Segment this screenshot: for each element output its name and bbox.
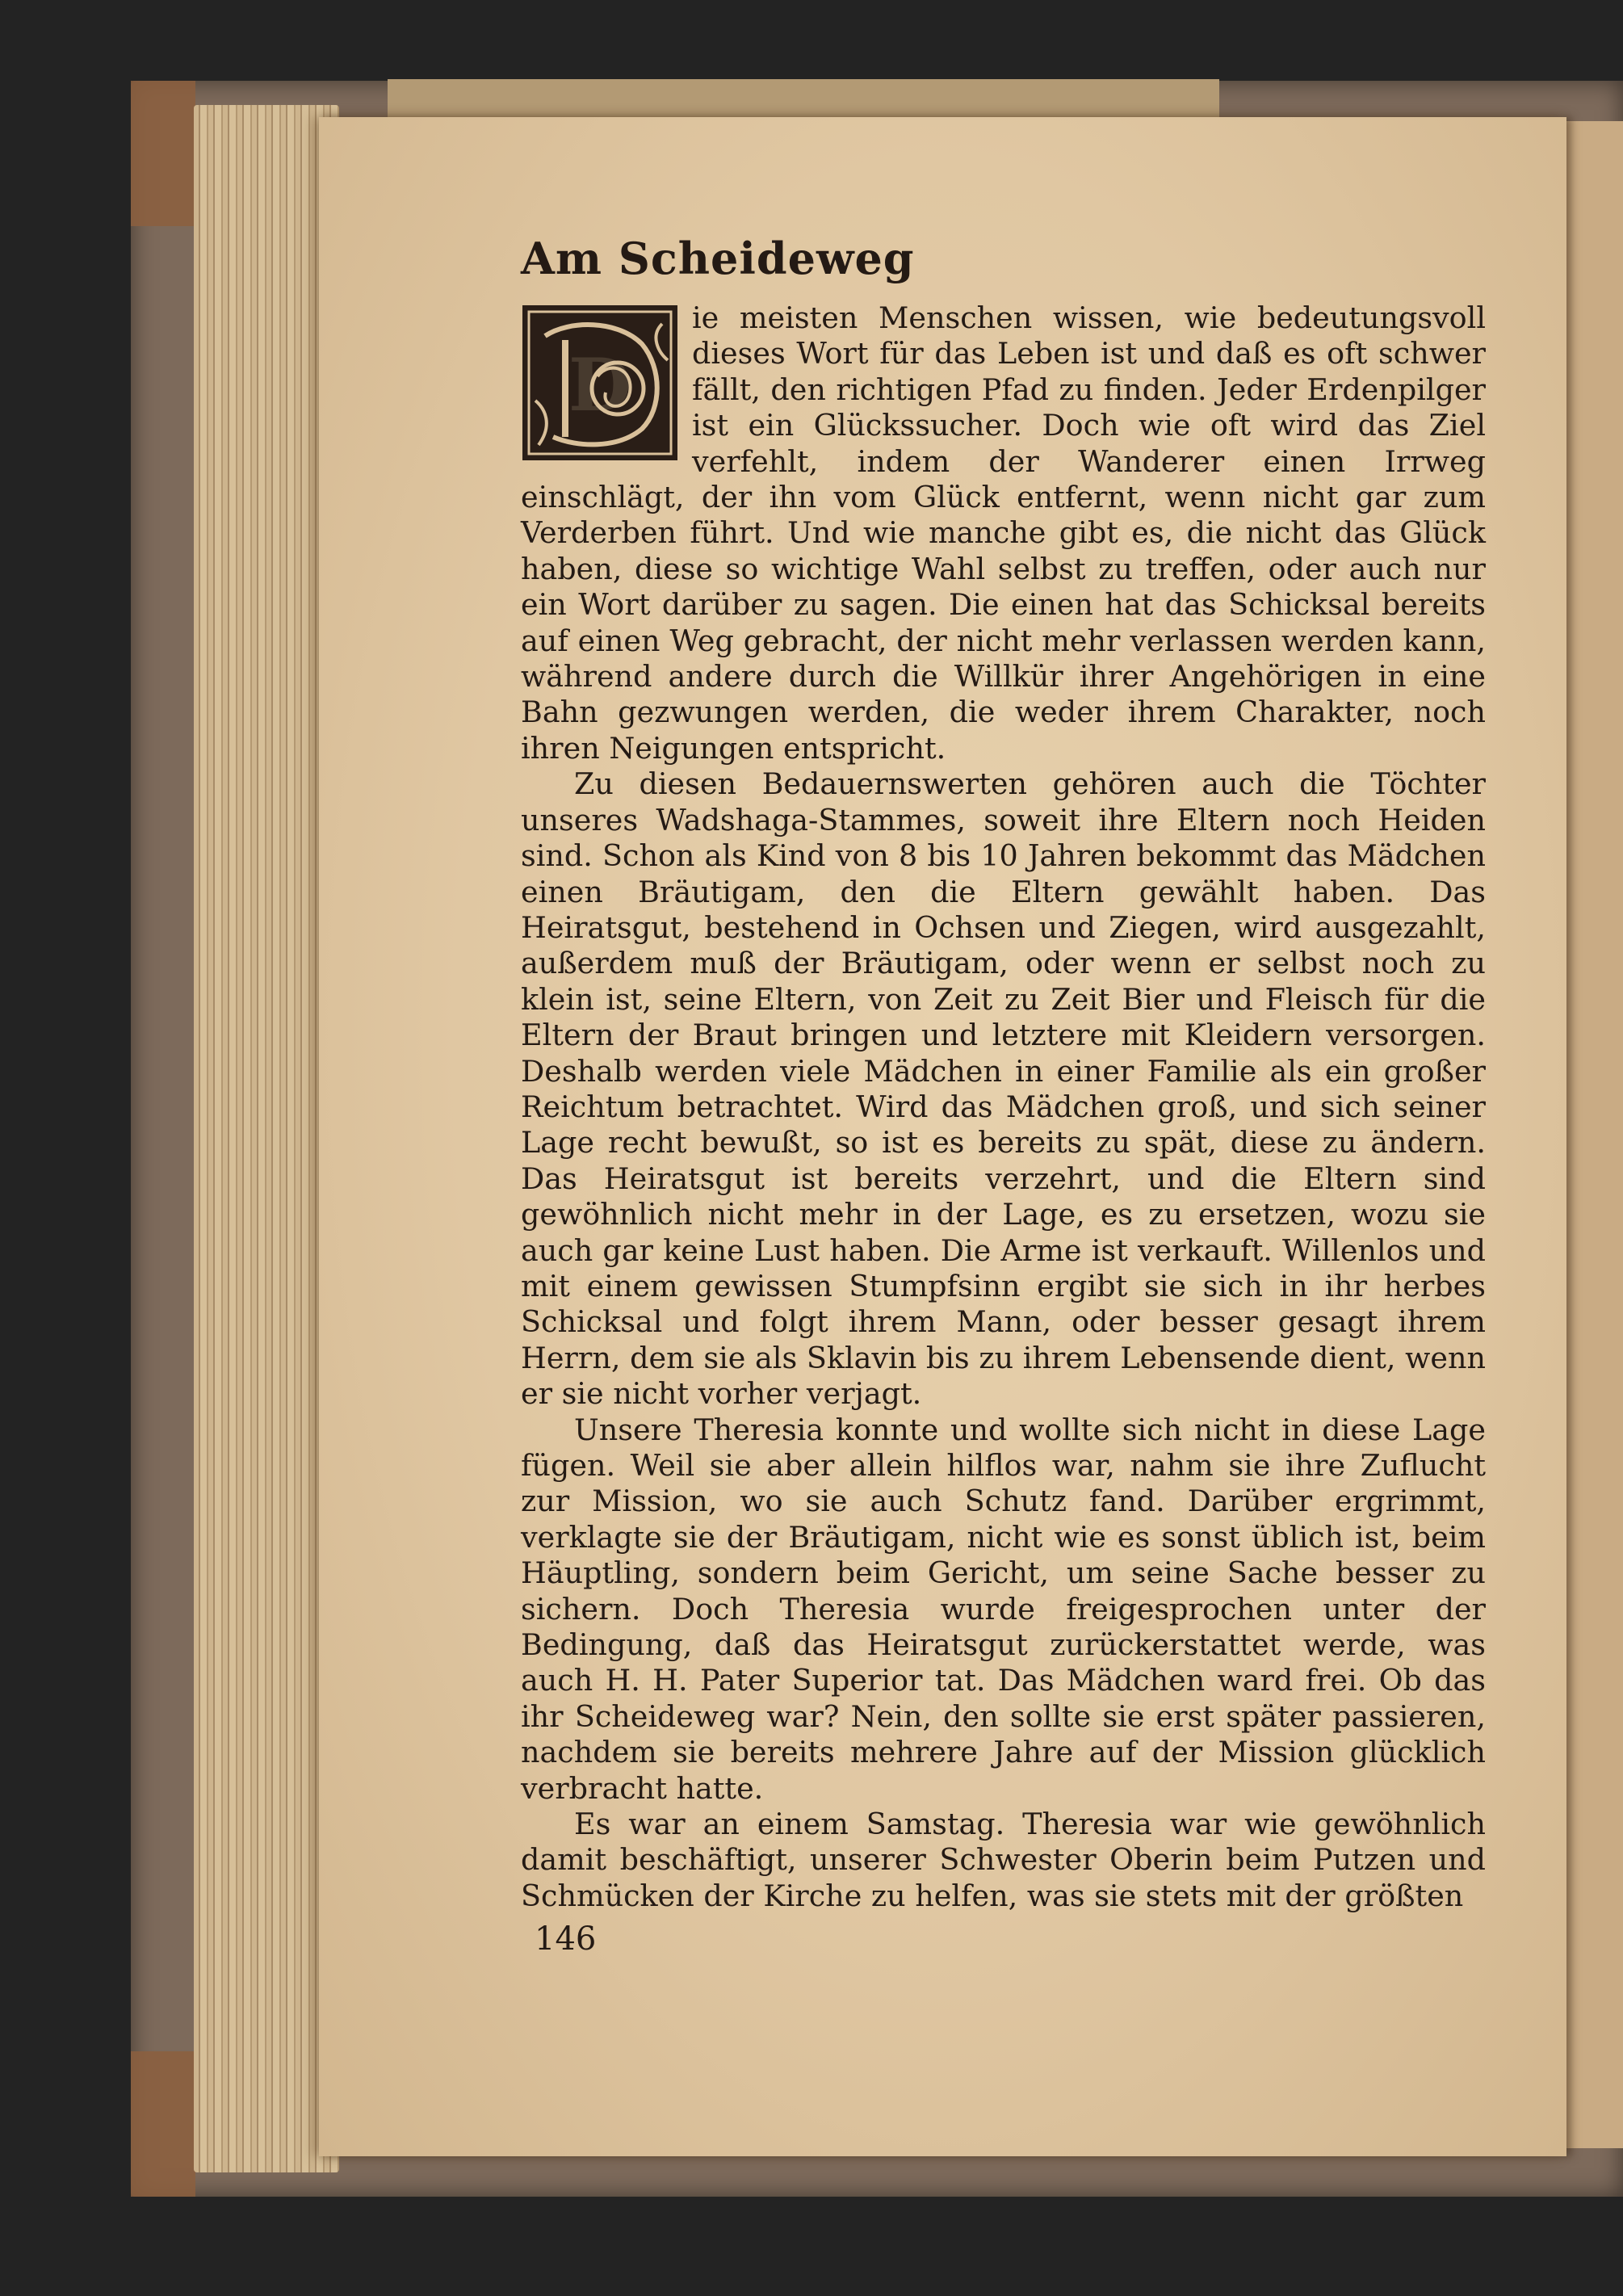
paragraph-4: Es war an einem Samstag. Theresia war wie gewöhnlich damit beschäftigt, unserer Schwester Oberin beim Putzen und Schmücken der Kirche zu helfen, was sie stets mit der größten bbox=[521, 1807, 1486, 1913]
paragraph-2: Zu diesen Bedauernswerten gehören auch die Töchter unseres Wadshaga-Stammes, soweit ihre Eltern noch Heiden sind. Schon als Kind von 8 bis 10 Jahren bekommt das Mädchen einen Bräutigam, den die Eltern gewählt haben. Das Heiratsgut, bestehend in Ochsen und Ziegen, wird ausgezahlt, außerdem muß der Bräutigam, oder wenn er selbst noch zu klein ist, seine Eltern, von Zeit zu Zeit Bier und Fleisch für die Eltern der Braut bringen und letztere mit Kleidern versorgen. Deshalb werden viele Mädchen in einer Familie als ein großer Reichtum betrachtet. Wird das Mädchen groß, und sich seiner Lage recht bewußt, so ist es bereits zu spät, diese zu ändern. Das Heiratsgut ist bereits verzehrt, und die Eltern sind gewöhnlich nicht mehr in der Lage, es zu ersetzen, wozu sie auch gar keine Lust haben. Die Arme ist verkauft. Willenlos und mit einem gewissen Stumpfsinn ergibt sie sich in ihr herbes Schicksal und folgt ihrem Mann, oder besser gesagt ihrem Herrn, dem sie als Sklavin bis zu ihrem Lebensende dient, wenn er sie nicht vorher verjagt. bbox=[521, 766, 1486, 1412]
cover-top-edge bbox=[388, 79, 1219, 118]
cover-corner-bottom bbox=[131, 2051, 195, 2197]
page-number: 146 bbox=[535, 1920, 597, 1958]
paragraph-1: ie meisten Menschen wissen, wie bedeutungsvoll dieses Wort für das Leben ist und daß es oft schwer fällt, den richtigen Pfad zu finden. Jeder Erdenpilger ist ein Glückssucher. Doch wie oft wird das Ziel verfehlt, indem der Wanderer einen Irrweg einschlägt, der ihn vom Glück entfernt, wenn nicht gar zum Verderben führt. Und wie manche gibt es, die nicht das Glück haben, diese so wichtige Wahl selbst zu treffen, oder auch nur ein Wort darüber zu sagen. Die einen hat das Schicksal bereits auf einen Weg gebracht, der nicht mehr verlassen werden kann, während andere durch die Willkür ihrer Angehörigen in eine Bahn gezwungen werden, die weder ihrem Charakter, noch ihren Neigungen entspricht. bbox=[521, 300, 1486, 766]
svg-text:D: D bbox=[568, 342, 632, 428]
chapter-title: Am Scheideweg bbox=[521, 233, 915, 284]
paragraph-3: Unsere Theresia konnte und wollte sich nicht in diese Lage fügen. Weil sie aber allein hilflos war, nahm sie ihre Zuflucht zur Mission, wo sie auch Schutz fand. Darüber ergrimmt, verklagte sie der Bräutigam, nicht wie es sonst üblich ist, beim Häuptling, sondern beim Gericht, um seine Sache besser zu sichern. Doch Theresia wurde freigesprochen unter der Bedingung, daß das Heiratsgut zurückerstattet werde, was auch H. H. Pater Superior tat. Das Mädchen ward frei. Ob das ihr Scheideweg war? Nein, den sollte sie erst später passieren, nachdem sie bereits mehrere Jahre auf der Mission glücklich verbracht hatte. bbox=[521, 1412, 1486, 1806]
next-page-edge bbox=[1562, 121, 1623, 2148]
page-text-block bbox=[521, 234, 1486, 1914]
page-edges bbox=[194, 105, 339, 2172]
cover-corner-top bbox=[131, 81, 195, 226]
ornamental-initial-icon bbox=[521, 304, 679, 462]
